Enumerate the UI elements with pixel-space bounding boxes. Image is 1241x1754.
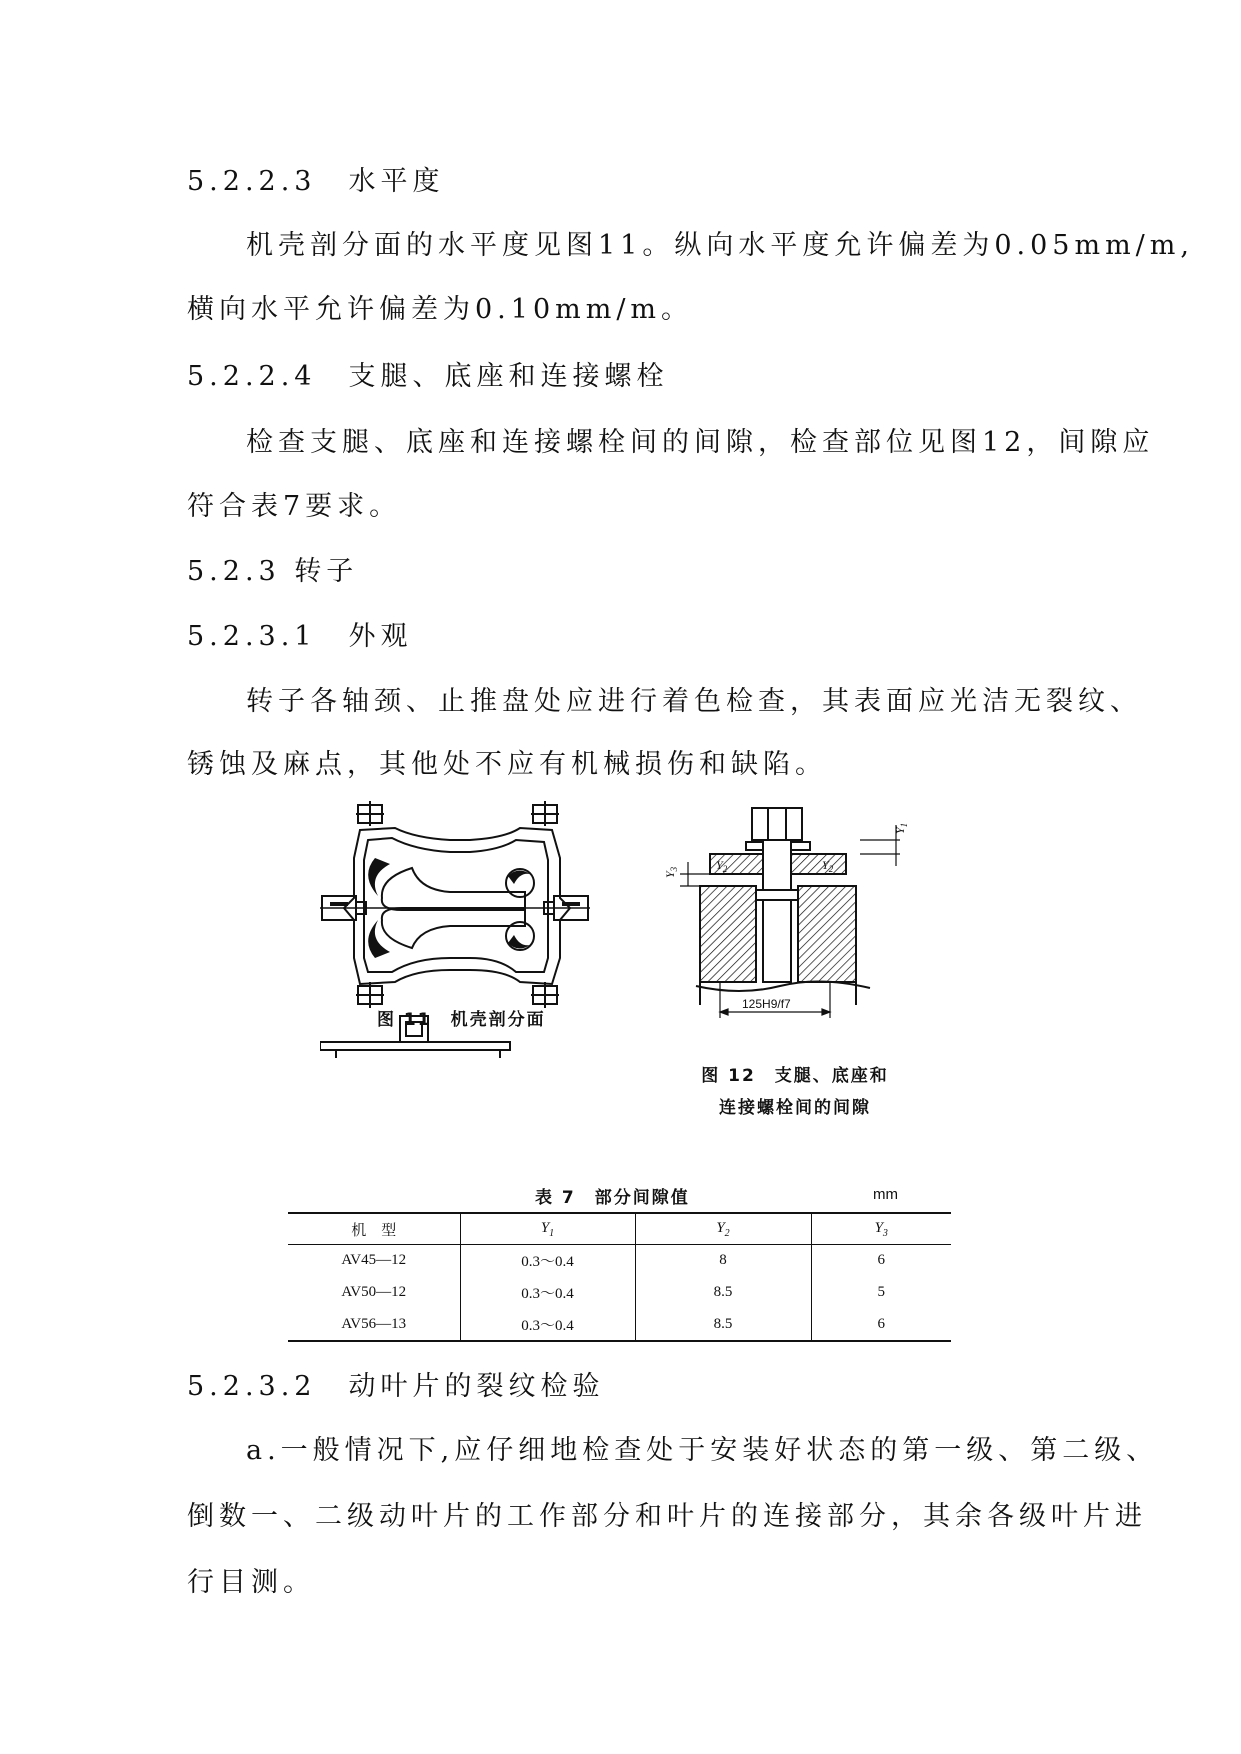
header-y1: $Y_1$ [460, 1213, 635, 1245]
section-heading-5-2-2-3: 5.2.2.3 水平度 [187, 166, 445, 197]
table-7 [288, 1212, 951, 1342]
table-row [288, 1308, 951, 1341]
paragraph-text: a.一般情况下,应仔细地检查处于安装好状态的第一级、第二级、 [246, 1435, 1159, 1466]
figure-11-caption: 图 11 机壳剖分面 [377, 1010, 546, 1030]
section-heading-5-2-3-1: 5.2.3.1 外观 [187, 621, 413, 652]
cell-y3: 5 [811, 1277, 951, 1309]
header-model: 机 型 [288, 1213, 460, 1245]
cell-y2: 8.5 [635, 1277, 811, 1309]
header-y3: $Y_3$ [811, 1213, 951, 1245]
paragraph-text: 检查支腿、底座和连接螺栓间的间隙，检查部位见图12，间隙应 [246, 427, 1155, 458]
figure-12-clearance-drawing [660, 800, 930, 1035]
paragraph-text: 锈蚀及麻点，其他处不应有机械损伤和缺陷。 [187, 749, 827, 780]
paragraph-text: 行目测。 [187, 1567, 315, 1598]
table-header-row [288, 1213, 951, 1245]
cell-model: AV56—13 [341, 1315, 407, 1332]
cell-y1: 0.3～0.4 [460, 1277, 635, 1309]
table-7-unit: mm [873, 1186, 898, 1203]
label-y1: $Y_1$ [893, 822, 909, 834]
cell-y1: 0.3～0.4 [460, 1308, 635, 1341]
label-y3: $Y_3$ [663, 866, 679, 878]
table-row [288, 1277, 951, 1309]
section-heading-5-2-2-4: 5.2.2.4 支腿、底座和连接螺栓 [187, 361, 669, 392]
cell-y3: 6 [811, 1245, 951, 1277]
paragraph-text: 横向水平允许偏差为0.10mm/m。 [187, 294, 694, 325]
cell-y1: 0.3～0.4 [460, 1245, 635, 1277]
paragraph-text: 倒数一、二级动叶片的工作部分和叶片的连接部分，其余各级叶片进 [187, 1501, 1147, 1532]
paragraph-text: 转子各轴颈、止推盘处应进行着色检查，其表面应光洁无裂纹、 [246, 686, 1142, 717]
table-row [288, 1245, 951, 1277]
header-y2: $Y_2$ [635, 1213, 811, 1245]
cell-y3: 6 [811, 1308, 951, 1341]
section-heading-5-2-3: 5.2.3 转子 [187, 556, 359, 587]
label-y2-left: $Y_2$ [716, 858, 728, 874]
cell-y2: 8.5 [635, 1308, 811, 1341]
label-y2-right: $Y_2$ [822, 858, 834, 874]
cell-model: AV45—12 [341, 1252, 407, 1269]
cell-y2: 8 [635, 1245, 811, 1277]
table-7-title: 表 7 部分间隙值 [535, 1188, 690, 1208]
paragraph-text: 机壳剖分面的水平度见图11。纵向水平度允许偏差为0.05mm/m, [246, 230, 1194, 261]
figure-12-caption-line1: 图 12 支腿、底座和 [701, 1066, 889, 1086]
paragraph-text: 符合表7要求。 [187, 491, 402, 522]
figure-12-caption-line2: 连接螺栓间的间隙 [719, 1098, 871, 1118]
label-fit-125h9-f7: 125H9/f7 [742, 997, 791, 1011]
section-heading-5-2-3-2: 5.2.3.2 动叶片的裂纹检验 [187, 1371, 605, 1402]
cell-model: AV50—12 [341, 1283, 407, 1300]
